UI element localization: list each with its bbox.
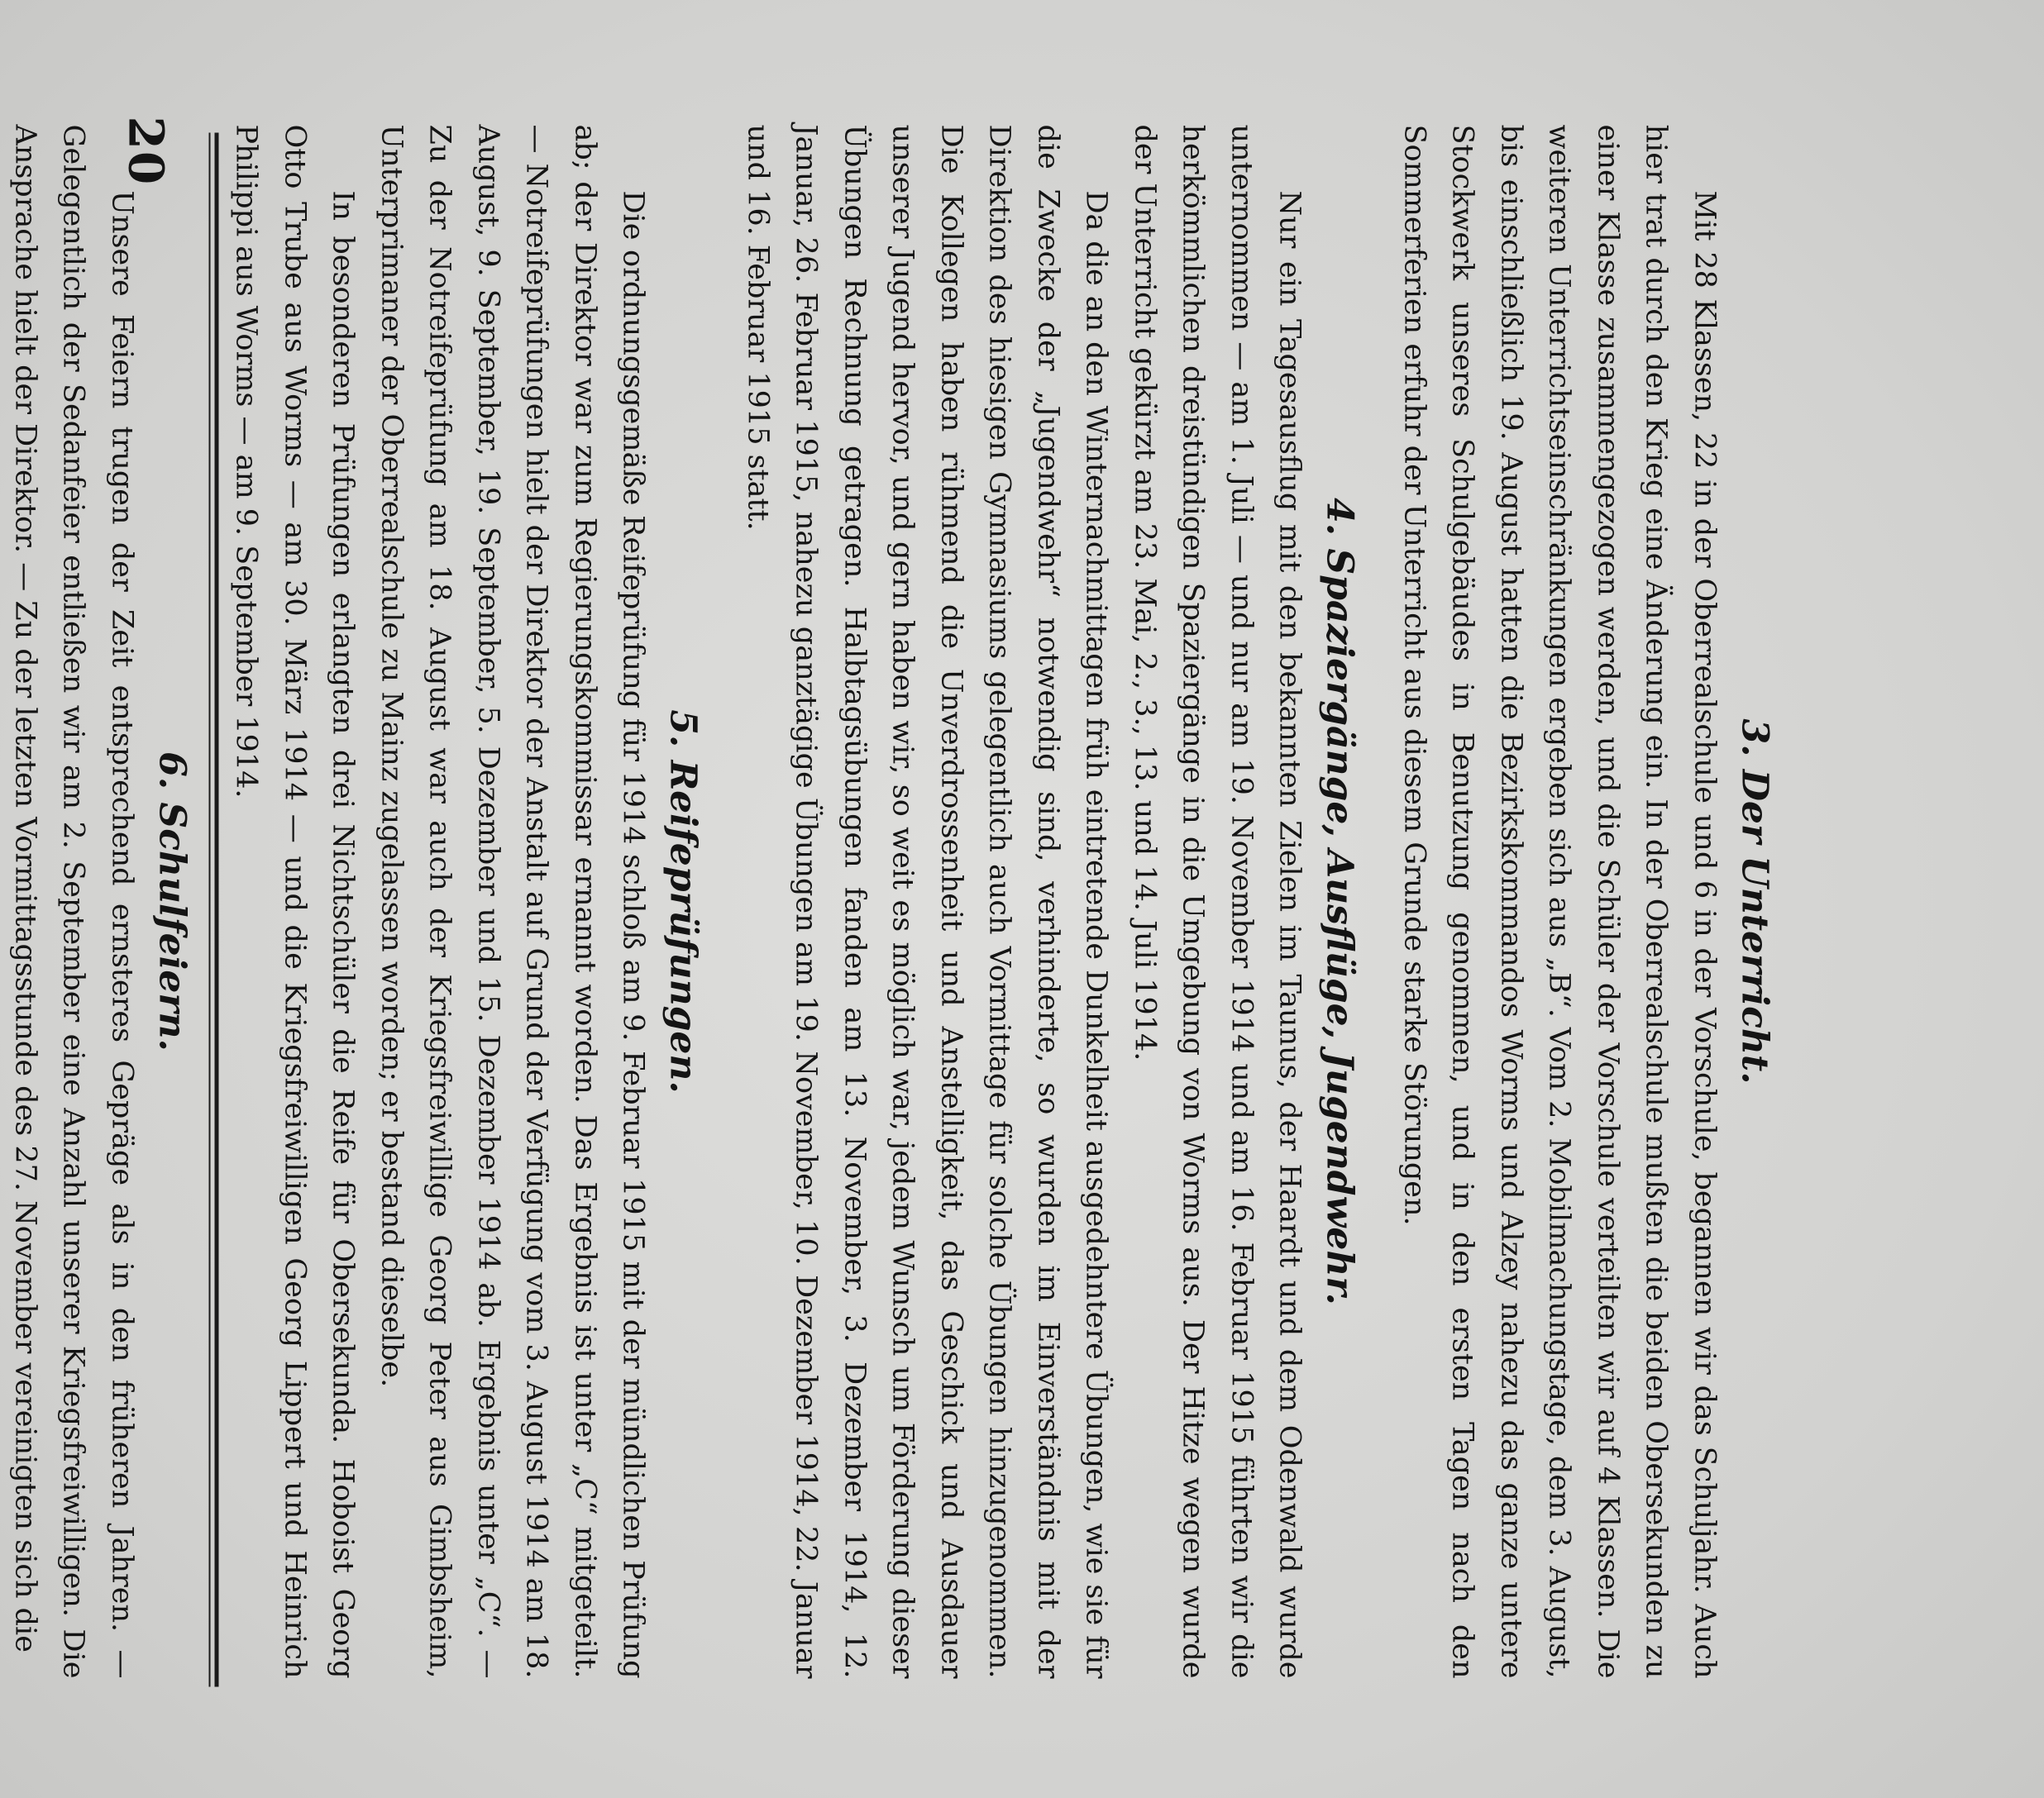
section-heading-unterricht: 3. Der Unterricht.	[1733, 718, 1775, 1085]
footer-rule-thin	[208, 132, 210, 1686]
paragraph-unterricht: Mit 28 Klassen, 22 in der Oberrealschule und 6 in der Vorschule, begannen wir das Schuljahr. Auch hier trat durch den Krieg eine Änderung ein. In der Oberrealschule mußten die beiden Obersekunden zu einer Klasse zusammengezogen werden, und die Schüler der Vorschule verteilten wir auf 4 Klassen. Die weiteren Unterrichtseinschränkungen ergeben sich aus „B“. Vom 2. Mobilmachungstage, dem 3. August, bis einschließlich 19. August hatten die Bezirkskommandos Worms und Alzey nahezu das ganze untere Stockwerk unseres Schulgebäudes in Benutzung genommen, und in den ersten Tagen nach den Sommerferien erfuhr der Unterricht aus diesem Grunde starke Störungen.	[1397, 124, 1721, 1678]
paragraph-reifepruefungen-2: In besonderen Prüfungen erlangten drei Nichtschüler die Reife für Obersekunda. Hoboist Georg Otto Trube aus Worms — am 30. März 1914 — und die Kriegsfreiwilligen Georg Lippert und Heinrich Philippi aus Worms — am 9. September 1914.	[229, 124, 360, 1678]
paragraph-spaziergaenge-2: Da die an den Winternachmittagen früh eintretende Dunkelheit ausgedehntere Übungen, wie sie für die Zwecke der „Jugendwehr“ notwendig sind, verhinderte, so wurden im Einverständnis mit der Direktion des hiesigen Gymnasiums gelegentlich auch Vormittage für solche Übungen hinzugenommen. Die Kollegen haben rühmend die Unverdrossenheit und Anstelligkeit, das Geschick und Ausdauer unserer Jugend hervor, und gern haben wir, so weit es möglich war, jedem Wunsch um Förderung dieser Übungen Rechnung getragen. Halbtagsübungen fanden am 13. November, 3. Dezember 1914, 12. Januar, 26. Februar 1915, nahezu ganztägige Übungen am 19. November, 10. Dezember 1914, 22. Januar und 16. Februar 1915 statt.	[741, 124, 1113, 1678]
section-heading-spaziergaenge: 4. Spaziergänge, Ausflüge, Jugendwehr.	[1318, 497, 1361, 1305]
paragraph-spaziergaenge-1: Nur ein Tagesausflug mit den bekannten Zielen im Taunus, der Haardt und dem Odenwald wurde unternommen — am 1. Juli — und nur am 19. November 1914 und am 16. Februar 1915 führten wir die herkömmlichen dreistündigen Spaziergänge in die Umgebung von Worms aus. Der Hitze wegen wurde der Unterricht gekürzt am 23. Mai, 2., 3., 13. und 14. Juli 1914.	[1128, 124, 1306, 1678]
paragraph-reifepruefungen-1: Die ordnungsgemäße Reifeprüfung für 1914 schloß am 9. Februar 1915 mit der mündlichen Prüfung ab; der Direktor war zum Regierungskommissar ernannt worden. Das Ergebnis ist unter „C“ mitgeteilt. — Notreifeprüfungen hielt der Direktor der Anstalt auf Grund der Verfügung vom 3. August 1914 am 18. August, 9. September, 19. September, 5. Dezember und 15. Dezember 1914 ab. Ergebnis unter „C“. — Zu der Notreifeprüfung am 18. August war auch der Kriegsfreiwillige Georg Peter aus Gimbsheim, Unterprimaner der Oberrealschule zu Mainz zugelassen worden; er bestand dieselbe.	[375, 124, 650, 1678]
section-heading-schulfeiern: 6. Schulfeiern.	[150, 751, 193, 1052]
footer-rule-thick	[214, 132, 218, 1686]
page-number: 20	[117, 116, 174, 186]
section-heading-reifepruefungen: 5. Reifeprüfungen.	[661, 708, 704, 1094]
paragraph-schulfeiern: Unsere Feiern trugen der Zeit entsprechend ernsteres Gepräge als in den früheren Jahren. — Gelegentlich der Sedanfeier entließen wir am 2. September eine Anzahl unserer Kriegsfreiwilligen. Die Ansprache hielt der Direktor. — Zu der letzten Vormittagsstunde des 27. November vereinigten sich die	[8, 124, 138, 1678]
